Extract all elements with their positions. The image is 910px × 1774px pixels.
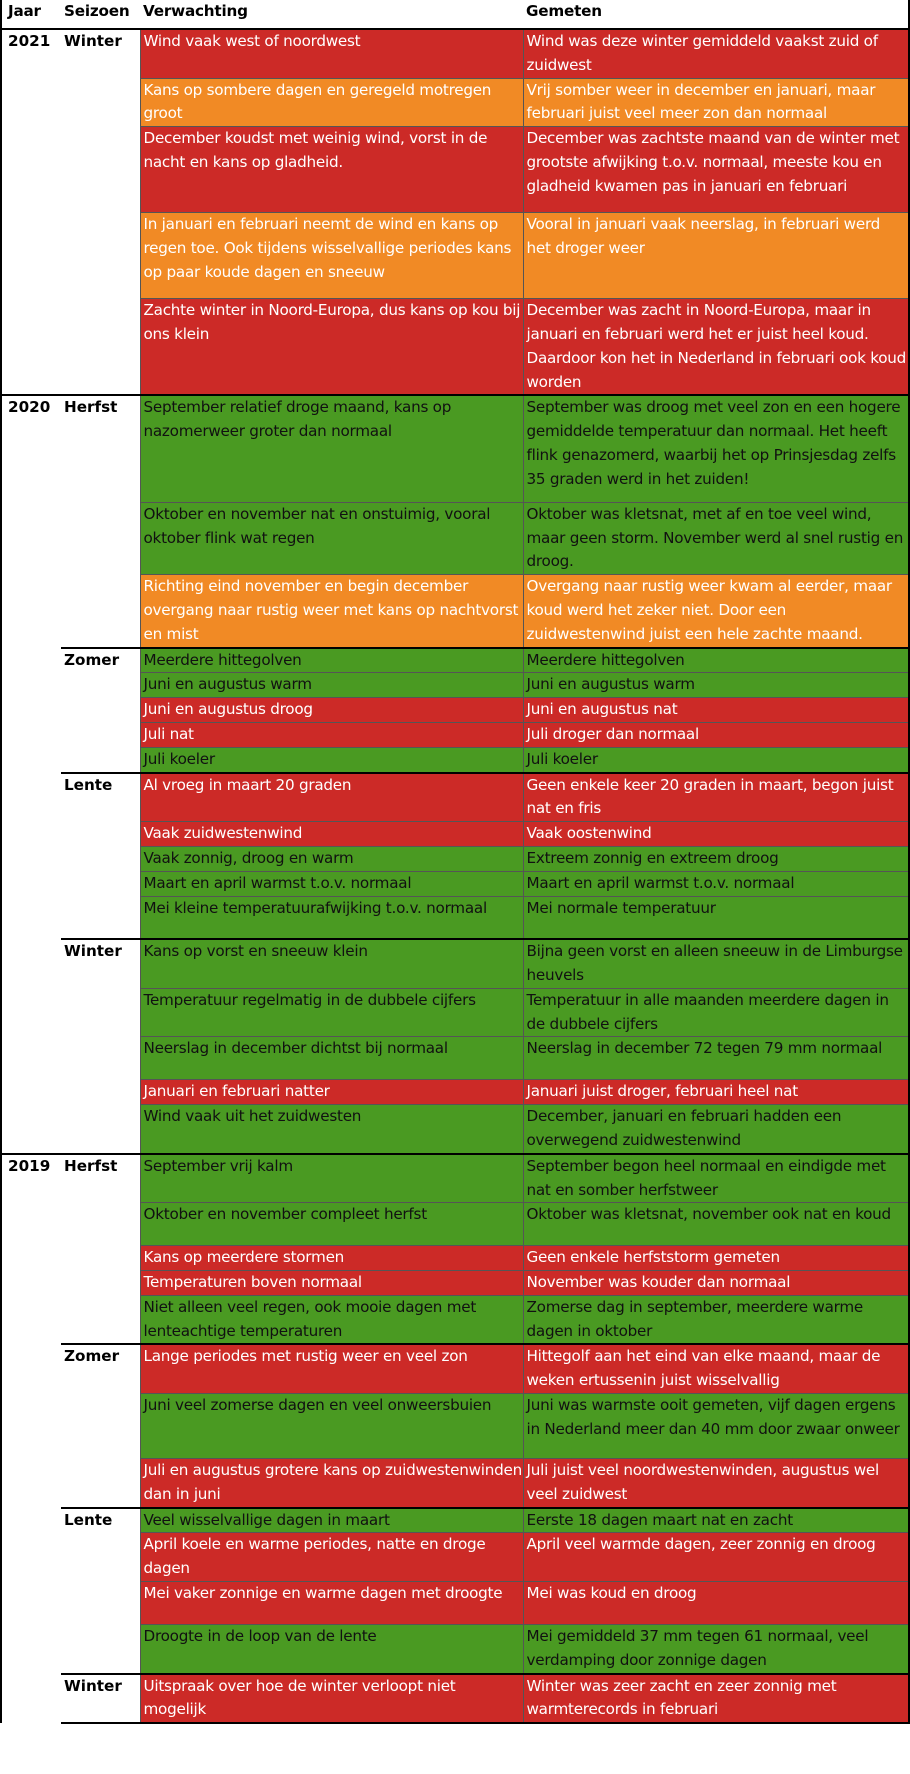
gemeten-cell: Hittegolf aan het eind van elke maand, maar de weken ertussenin juist wisselvallig	[523, 1344, 909, 1393]
table-body	[1, 29, 909, 1723]
header-gemeten: Gemeten	[523, 0, 909, 29]
table-row	[1, 395, 909, 502]
table-row	[1, 1344, 909, 1393]
gemeten-cell: Bijna geen vorst en alleen sneeuw in de Limburgse heuvels	[523, 939, 909, 988]
table-row	[1, 1154, 909, 1203]
verwachting-cell: In januari en februari neemt de wind en kans op regen toe. Ook tijdens wisselvallige periodes kans op paar koude dagen en sneeuw	[140, 213, 523, 299]
season-cell: Herfst	[61, 395, 140, 647]
header-jaar: Jaar	[1, 0, 61, 29]
verwachting-cell: Al vroeg in maart 20 graden	[140, 773, 523, 822]
gemeten-cell: December, januari en februari hadden een overwegend zuidwestenwind	[523, 1105, 909, 1154]
gemeten-cell: Wind was deze winter gemiddeld vaakst zuid of zuidwest	[523, 29, 909, 78]
verwachting-cell: Kans op sombere dagen en geregeld motregen groot	[140, 78, 523, 127]
gemeten-cell: Eerste 18 dagen maart nat en zacht	[523, 1508, 909, 1533]
verwachting-cell: Juni veel zomerse dagen en veel onweersbuien	[140, 1394, 523, 1459]
gemeten-cell: Mei normale temperatuur	[523, 896, 909, 939]
verwachting-cell: Kans op vorst en sneeuw klein	[140, 939, 523, 988]
verwachting-cell: Meerdere hittegolven	[140, 648, 523, 673]
verwachting-cell: Lange periodes met rustig weer en veel zon	[140, 1344, 523, 1393]
verwachting-cell: Oktober en november nat en onstuimig, vooral oktober flink wat regen	[140, 502, 523, 574]
verwachting-cell: Temperaturen boven normaal	[140, 1271, 523, 1296]
gemeten-cell: Geen enkele keer 20 graden in maart, begon juist nat en fris	[523, 773, 909, 822]
gemeten-cell: December was zacht in Noord-Europa, maar in januari en februari werd het er juist heel koud. Daardoor kon het in Nederland in februari ook koud worden	[523, 299, 909, 396]
verwachting-cell: Maart en april warmst t.o.v. normaal	[140, 871, 523, 896]
gemeten-cell: November was kouder dan normaal	[523, 1271, 909, 1296]
gemeten-cell: Vrij somber weer in december en januari, maar februari juist veel meer zon dan normaal	[523, 78, 909, 127]
gemeten-cell: Januari juist droger, februari heel nat	[523, 1080, 909, 1105]
gemeten-cell: December was zachtste maand van de winter met grootste afwijking t.o.v. normaal, meeste kou en gladheid kwamen pas in januari en februari	[523, 127, 909, 213]
gemeten-cell: Juli koeler	[523, 747, 909, 772]
verwachting-cell: Juli koeler	[140, 747, 523, 772]
table-row	[1, 29, 909, 78]
gemeten-cell: Juni was warmste ooit gemeten, vijf dagen ergens in Nederland meer dan 40 mm door zwaar onweer	[523, 1394, 909, 1459]
verwachting-cell: Zachte winter in Noord-Europa, dus kans op kou bij ons klein	[140, 299, 523, 396]
gemeten-cell: September begon heel normaal en eindigde met nat en somber herfstweer	[523, 1154, 909, 1203]
verwachting-cell: April koele en warme periodes, natte en droge dagen	[140, 1533, 523, 1582]
gemeten-cell: Geen enkele herfststorm gemeten	[523, 1246, 909, 1271]
gemeten-cell: Oktober was kletsnat, november ook nat en koud	[523, 1203, 909, 1246]
season-cell: Zomer	[61, 1344, 140, 1507]
verwachting-cell: Juni en augustus droog	[140, 698, 523, 723]
verwachting-cell: Juni en augustus warm	[140, 673, 523, 698]
verwachting-cell: Wind vaak west of noordwest	[140, 29, 523, 78]
year-cell: 2020	[1, 395, 61, 1153]
gemeten-cell: Meerdere hittegolven	[523, 648, 909, 673]
gemeten-cell: Overgang naar rustig weer kwam al eerder, maar koud werd het zeker niet. Door een zuidwestenwind juist een hele zachte maand.	[523, 575, 909, 648]
verwachting-cell: Richting eind november en begin december overgang naar rustig weer met kans op nachtvorst en mist	[140, 575, 523, 648]
gemeten-cell: Vaak oostenwind	[523, 822, 909, 847]
verwachting-cell: Mei kleine temperatuurafwijking t.o.v. normaal	[140, 896, 523, 939]
table-row	[1, 939, 909, 988]
verwachting-cell: Kans op meerdere stormen	[140, 1246, 523, 1271]
gemeten-cell: Maart en april warmst t.o.v. normaal	[523, 871, 909, 896]
gemeten-cell: Juli juist veel noordwestenwinden, augustus wel veel zuidwest	[523, 1459, 909, 1508]
verwachting-cell: Januari en februari natter	[140, 1080, 523, 1105]
gemeten-cell: September was droog met veel zon en een hogere gemiddelde temperatuur dan normaal. Het heeft flink genazomerd, waarbij het op Prinsjesdag zelfs 35 graden werd in het zuiden!	[523, 395, 909, 502]
verwachting-cell: Vaak zonnig, droog en warm	[140, 847, 523, 872]
verwachting-cell: September vrij kalm	[140, 1154, 523, 1203]
season-cell: Winter	[61, 1674, 140, 1724]
verwachting-cell: December koudst met weinig wind, vorst in de nacht en kans op gladheid.	[140, 127, 523, 213]
verwachting-cell: Mei vaker zonnige en warme dagen met droogte	[140, 1582, 523, 1625]
gemeten-cell: Juni en augustus nat	[523, 698, 909, 723]
verwachting-cell: Oktober en november compleet herfst	[140, 1203, 523, 1246]
verwachting-cell: Juli en augustus grotere kans op zuidwestenwinden dan in juni	[140, 1459, 523, 1508]
verwachting-cell: Vaak zuidwestenwind	[140, 822, 523, 847]
season-cell: Lente	[61, 773, 140, 939]
gemeten-cell: Mei was koud en droog	[523, 1582, 909, 1625]
year-cell: 2021	[1, 29, 61, 395]
table-row	[1, 648, 909, 673]
header-seizoen: Seizoen	[61, 0, 140, 29]
gemeten-cell: Mei gemiddeld 37 mm tegen 61 normaal, veel verdamping door zonnige dagen	[523, 1625, 909, 1674]
gemeten-cell: Vooral in januari vaak neerslag, in februari werd het droger weer	[523, 213, 909, 299]
gemeten-cell: Zomerse dag in september, meerdere warme dagen in oktober	[523, 1295, 909, 1344]
table-header-row	[1, 0, 909, 29]
verwachting-cell: Wind vaak uit het zuidwesten	[140, 1105, 523, 1154]
season-cell: Zomer	[61, 648, 140, 773]
gemeten-cell: Winter was zeer zacht en zeer zonnig met warmterecords in februari	[523, 1674, 909, 1724]
season-cell: Winter	[61, 29, 140, 395]
season-cell: Winter	[61, 939, 140, 1154]
season-cell: Herfst	[61, 1154, 140, 1345]
header-verwachting: Verwachting	[140, 0, 523, 29]
gemeten-cell: Neerslag in december 72 tegen 79 mm normaal	[523, 1037, 909, 1080]
gemeten-cell: Oktober was kletsnat, met af en toe veel wind, maar geen storm. November werd al snel rustig en droog.	[523, 502, 909, 574]
gemeten-cell: Temperatuur in alle maanden meerdere dagen in de dubbele cijfers	[523, 988, 909, 1037]
verwachting-cell: Niet alleen veel regen, ook mooie dagen met lenteachtige temperaturen	[140, 1295, 523, 1344]
table-row	[1, 1674, 909, 1724]
verwachting-cell: Uitspraak over hoe de winter verloopt niet mogelijk	[140, 1674, 523, 1724]
gemeten-cell: Juni en augustus warm	[523, 673, 909, 698]
verwachting-cell: Juli nat	[140, 723, 523, 748]
table-row	[1, 1508, 909, 1533]
gemeten-cell: Juli droger dan normaal	[523, 723, 909, 748]
verwachting-cell: Neerslag in december dichtst bij normaal	[140, 1037, 523, 1080]
gemeten-cell: Extreem zonnig en extreem droog	[523, 847, 909, 872]
table-row	[1, 773, 909, 822]
season-cell: Lente	[61, 1508, 140, 1674]
verwachting-cell: September relatief droge maand, kans op nazomerweer groter dan normaal	[140, 395, 523, 502]
year-cell: 2019	[1, 1154, 61, 1724]
gemeten-cell: April veel warmde dagen, zeer zonnig en droog	[523, 1533, 909, 1582]
verwachting-cell: Veel wisselvallige dagen in maart	[140, 1508, 523, 1533]
verwachting-cell: Temperatuur regelmatig in de dubbele cijfers	[140, 988, 523, 1037]
verwachting-cell: Droogte in de loop van de lente	[140, 1625, 523, 1674]
